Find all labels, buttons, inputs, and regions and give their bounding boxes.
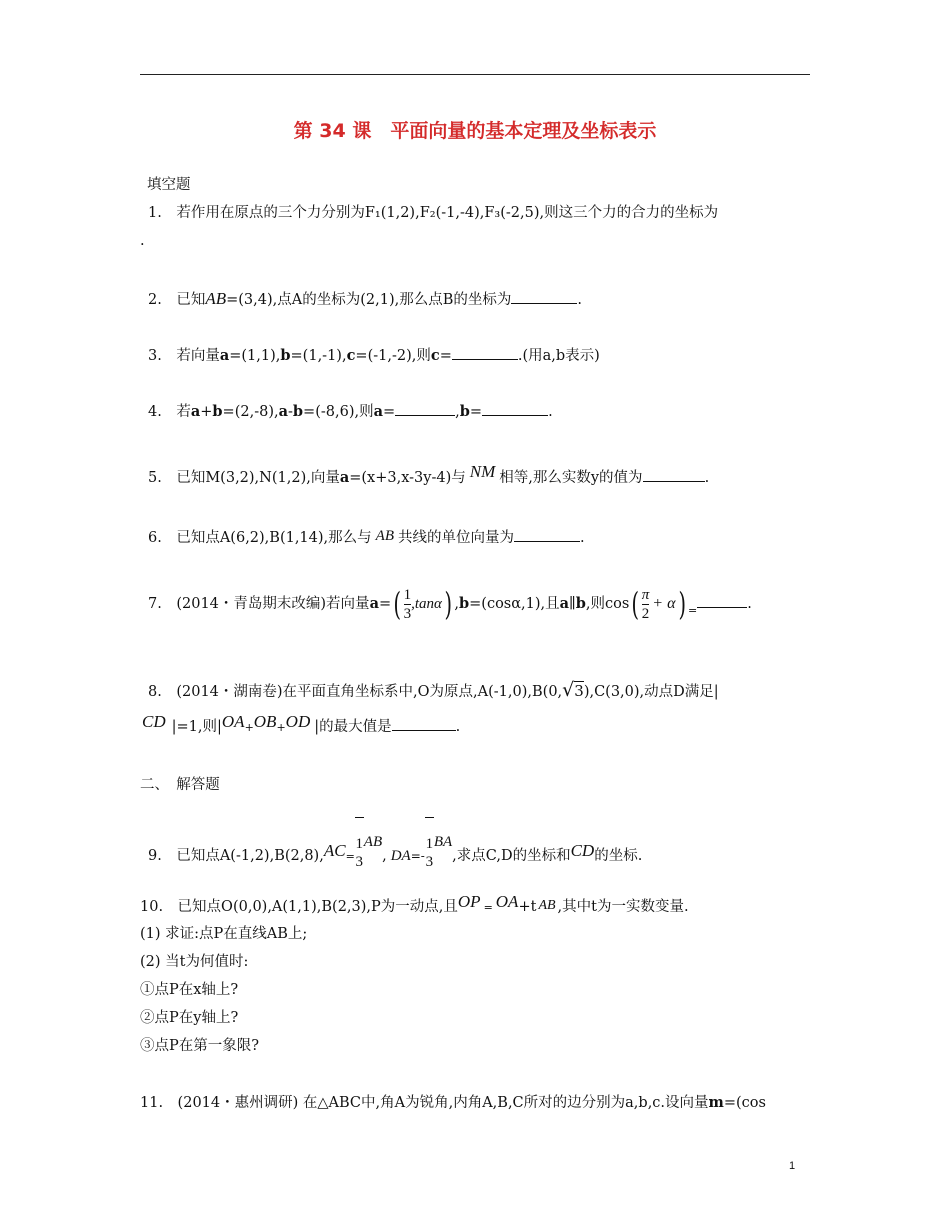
q5-end: . <box>704 470 710 486</box>
vector-b: b <box>292 403 304 420</box>
overline <box>355 817 364 818</box>
equals: = <box>687 604 698 617</box>
q4-t1: =(2,-8), <box>222 404 279 420</box>
plus-sign: + <box>276 721 286 734</box>
plus-alpha: + α <box>652 595 676 612</box>
q10-post: ,其中t为一实数变量. <box>557 899 689 915</box>
vector-a: a <box>369 595 379 612</box>
q7-end: . <box>747 596 752 612</box>
numerator: 1 <box>425 836 434 852</box>
right-paren: ) <box>444 585 452 623</box>
plus-t: +t <box>518 899 537 915</box>
question-11 <box>140 1093 766 1113</box>
section-answer: 二、 解答题 <box>140 777 220 793</box>
section-fill-in: 填空题 <box>147 177 191 193</box>
vector-ab: AB <box>375 528 394 544</box>
q11-pre: 11. (2014・惠州调研) 在△ABC中,角A为锐角,内角A,B,C所对的边分别为a,b,c.设向量 <box>140 1095 709 1111</box>
q3-t3: =(-1,-2),则 <box>355 348 431 364</box>
question-2 <box>148 289 582 310</box>
answer-blank[interactable] <box>697 593 747 608</box>
sqrt-radicand: 3 <box>574 682 584 700</box>
q8-post: ),C(3,0),动点D满足| <box>583 684 719 700</box>
q5-post: 相等,那么实数y的值为 <box>499 470 643 486</box>
vector-a: a <box>219 347 230 364</box>
fraction-one-third <box>404 586 412 623</box>
vector-cd: CD <box>570 841 595 860</box>
sqrt-sign: √ <box>562 679 575 701</box>
vector-da: DA <box>390 848 411 864</box>
equals: = <box>345 850 355 863</box>
q3-pre: 3. 若向量 <box>148 348 220 364</box>
q10-part-1: (1) 求证:点P在直线AB上; <box>140 926 308 942</box>
vector-c: c <box>430 347 440 364</box>
q11-post: =(cos <box>723 1095 766 1111</box>
q6-post: 共线的单位向量为 <box>397 530 514 546</box>
comma: , <box>382 848 387 864</box>
numerator: 1 <box>403 586 412 603</box>
parallel-sign: ∥ <box>569 596 576 612</box>
question-4 <box>148 401 553 422</box>
minus-sign: - <box>288 404 293 420</box>
q3-t2: =(1,-1), <box>290 348 347 364</box>
question-1: 1. 若作用在原点的三个力分别为F₁(1,2),F₂(-1,-4),F₃(-2,5),则这三个力的合力的坐标为 <box>148 205 719 221</box>
vector-b: b <box>212 403 223 420</box>
equals: = <box>378 596 392 612</box>
vector-a: a <box>373 403 383 420</box>
vector-a: a <box>559 595 570 612</box>
q3-t4: = <box>439 348 452 364</box>
q4-end: . <box>548 404 553 420</box>
q2-end: . <box>577 292 582 308</box>
vector-nm: NM <box>469 462 496 481</box>
q5-pre: 5. 已知M(3,2),N(1,2),向量 <box>148 470 340 486</box>
vector-ba: BA <box>433 834 453 850</box>
q10-pre: 10. 已知点O(0,0),A(1,1),B(2,3),P为一动点,且 <box>140 899 458 915</box>
vector-a: a <box>278 403 288 420</box>
q9-post: ,求点C,D的坐标和 <box>452 848 571 864</box>
equals: = <box>469 404 483 420</box>
vector-b: b <box>575 595 586 612</box>
question-8-cont <box>142 712 461 738</box>
answer-blank[interactable] <box>514 527 580 542</box>
equals: = <box>483 901 493 914</box>
denominator: 2 <box>641 605 650 622</box>
denominator: 3 <box>425 854 434 870</box>
vector-ab: AB <box>205 289 227 308</box>
fraction-one-third <box>355 817 364 871</box>
answer-blank-a[interactable] <box>395 401 455 416</box>
q2-pre: 2. 已知 <box>148 292 206 308</box>
vector-ab: AB <box>538 898 556 913</box>
q9-end: 的坐标. <box>594 848 643 864</box>
page-title: 第 34 课 平面向量的基本定理及坐标表示 <box>293 120 657 142</box>
right-paren: ) <box>677 585 686 623</box>
q6-pre: 6. 已知点A(6,2),B(1,14),那么与 <box>148 530 372 546</box>
vector-oa: OA <box>495 892 519 911</box>
q8-end: . <box>455 719 461 735</box>
q10-sub-3: ③点P在第一象限? <box>140 1038 260 1054</box>
vector-ac: AC <box>323 841 346 860</box>
question-8 <box>148 680 719 702</box>
left-paren: ( <box>631 585 640 623</box>
vector-a: a <box>190 403 201 420</box>
numerator: π <box>641 586 650 603</box>
header-rule <box>140 74 810 75</box>
q8-abs-open: |=1,则| <box>171 719 222 735</box>
page-number: 1 <box>789 1160 796 1172</box>
vector-c: c <box>346 347 356 364</box>
denominator: 3 <box>403 605 412 622</box>
q4-t2: =(-8,6),则 <box>303 404 374 420</box>
tan-alpha: ,tanα <box>411 596 442 612</box>
q7-cos: ,则cos <box>585 596 630 612</box>
answer-blank[interactable] <box>392 716 456 731</box>
vector-oa: OA <box>221 712 245 731</box>
left-paren: ( <box>393 585 402 623</box>
question-6 <box>148 527 585 548</box>
plus-sign: + <box>200 404 213 420</box>
equals: = <box>383 404 396 420</box>
fraction-pi-over-2 <box>642 586 650 623</box>
vector-b: b <box>459 403 470 420</box>
fraction-one-third <box>425 817 434 871</box>
q9-pre: 9. 已知点A(-1,2),B(2,8), <box>148 848 324 864</box>
vector-op: OP <box>457 892 481 911</box>
comma: , <box>454 596 459 612</box>
q5-mid: =(x+3,x-3y-4)与 <box>349 470 466 486</box>
question-3 <box>148 345 600 366</box>
q6-end: . <box>579 530 585 546</box>
question-5 <box>148 462 710 488</box>
q8-abs-close: |的最大值是 <box>314 719 392 735</box>
denominator: 3 <box>355 854 364 870</box>
q7-mid: =(cosα,1),且 <box>469 596 560 612</box>
vector-a: a <box>339 469 350 486</box>
vector-ab: AB <box>363 834 383 850</box>
vector-m: m <box>708 1094 724 1111</box>
q2-post: =(3,4),点A的坐标为(2,1),那么点B的坐标为 <box>226 292 512 308</box>
numerator: 1 <box>355 836 364 852</box>
q3-t1: =(1,1), <box>229 348 281 364</box>
equals-minus: =- <box>410 849 425 863</box>
vector-b: b <box>280 347 291 364</box>
q8-pre: 8. (2014・湖南卷)在平面直角坐标系中,O为原点,A(-1,0),B(0, <box>148 684 563 700</box>
question-7 <box>148 584 752 625</box>
vector-od: OD <box>285 712 311 731</box>
plus-sign: + <box>244 721 254 734</box>
vector-b: b <box>459 595 470 612</box>
question-9 <box>148 829 642 883</box>
q10-sub-2: ②点P在y轴上? <box>140 1010 239 1026</box>
answer-blank[interactable] <box>452 345 518 360</box>
q7-pre: 7. (2014・青岛期末改编)若向量 <box>148 596 370 612</box>
question-1-cont: . <box>140 233 145 249</box>
overline <box>425 817 434 818</box>
q10-part-2: (2) 当t为何值时: <box>140 954 249 970</box>
q3-end: .(用a,b表示) <box>517 348 600 364</box>
vector-cd: CD <box>142 712 166 731</box>
q10-sub-1: ①点P在x轴上? <box>140 982 239 998</box>
answer-blank[interactable] <box>511 289 577 304</box>
question-10 <box>140 892 689 918</box>
answer-blank[interactable] <box>643 467 705 482</box>
answer-blank-b[interactable] <box>482 401 548 416</box>
comma: , <box>455 404 460 420</box>
q4-pre: 4. 若 <box>148 404 191 420</box>
vector-ob: OB <box>253 712 277 731</box>
